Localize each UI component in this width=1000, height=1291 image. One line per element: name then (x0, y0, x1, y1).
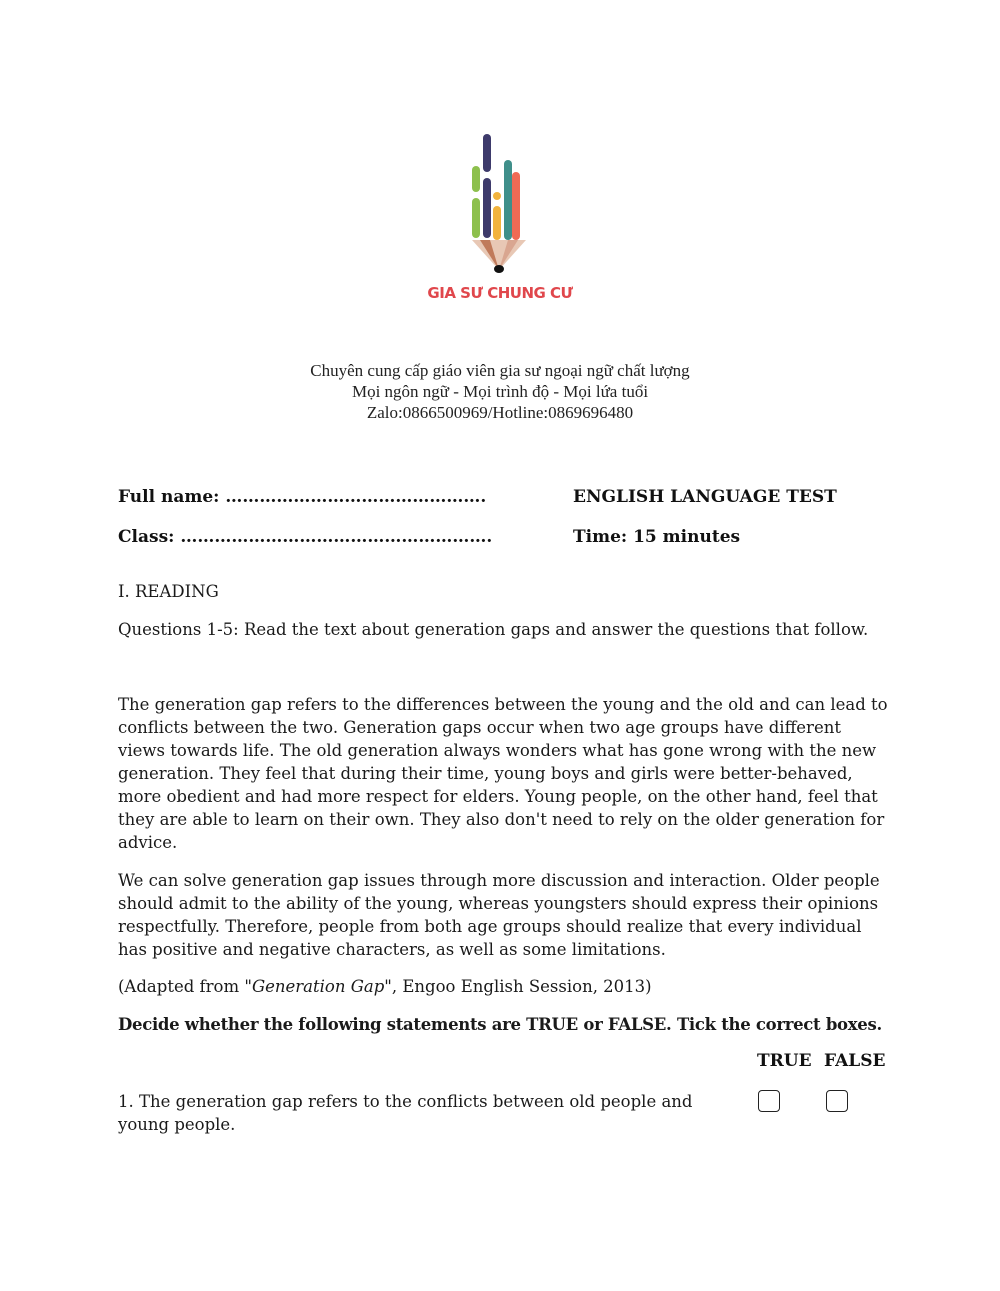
passage-paragraph-1: The generation gap refers to the differences between the young and the old and can lead to conflicts between the two. Generation gaps occur when two age groups have different views towards life. The old generation always wonders what has gone wrong with the new generation. They feel that during their time, young boys and girls were better-behaved, more obedient and had more respect for elders. Young people, on the other hand, feel that they are able to learn on their own. They also don't need to rely on the older generation for advice. (118, 695, 888, 852)
task-instruction: Decide whether the following statements are TRUE or FALSE. Tick the correct boxes. (118, 1015, 882, 1034)
pencil-logo-icon (468, 130, 530, 280)
tagline-line-1: Chuyên cung cấp giáo viên gia sư ngoại ngữ chất lượng (310, 361, 690, 380)
test-title: ENGLISH LANGUAGE TEST (573, 487, 837, 507)
question-1-true-checkbox[interactable] (758, 1090, 780, 1112)
question-1-false-checkbox[interactable] (826, 1090, 848, 1112)
section-instructions: Questions 1-5: Read the text about generation gaps and answer the questions that follow. (118, 620, 869, 639)
true-column-header: TRUE (757, 1051, 812, 1071)
section-title: I. READING (118, 582, 219, 601)
passage (118, 693, 888, 854)
tagline-line-3: Zalo:0866500969/Hotline:0869696480 (366, 403, 634, 422)
tagline-line-2: Mọi ngôn ngữ - Mọi trình độ - Mọi lứa tuổi (351, 382, 649, 401)
source-suffix: , Engoo English Session, 2013) (391, 977, 652, 996)
full-name-field[interactable]: Full name: ………………………………………. (118, 487, 487, 507)
brand-name: GIA SƯ CHUNG CƯ (427, 284, 573, 302)
source-prefix: (Adapted from " (118, 977, 252, 996)
passage-2-wrap (118, 869, 888, 961)
source-citation (118, 975, 888, 998)
time-limit: Time: 15 minutes (573, 527, 741, 547)
class-field[interactable]: Class: ………………………………………………. (118, 527, 493, 547)
false-column-header: FALSE (824, 1051, 886, 1071)
question-1-text: 1. The generation gap refers to the conflicts between old people and young people. (118, 1092, 693, 1134)
source-title: Generation Gap" (251, 977, 392, 996)
passage-paragraph-2: We can solve generation gap issues through more discussion and interaction. Older people should admit to the ability of the young, whereas youngsters should express their opinions respectfully. Therefore, people from both age groups should realize that every individual has positive and negative characters, as well as some limitations. (118, 871, 880, 959)
